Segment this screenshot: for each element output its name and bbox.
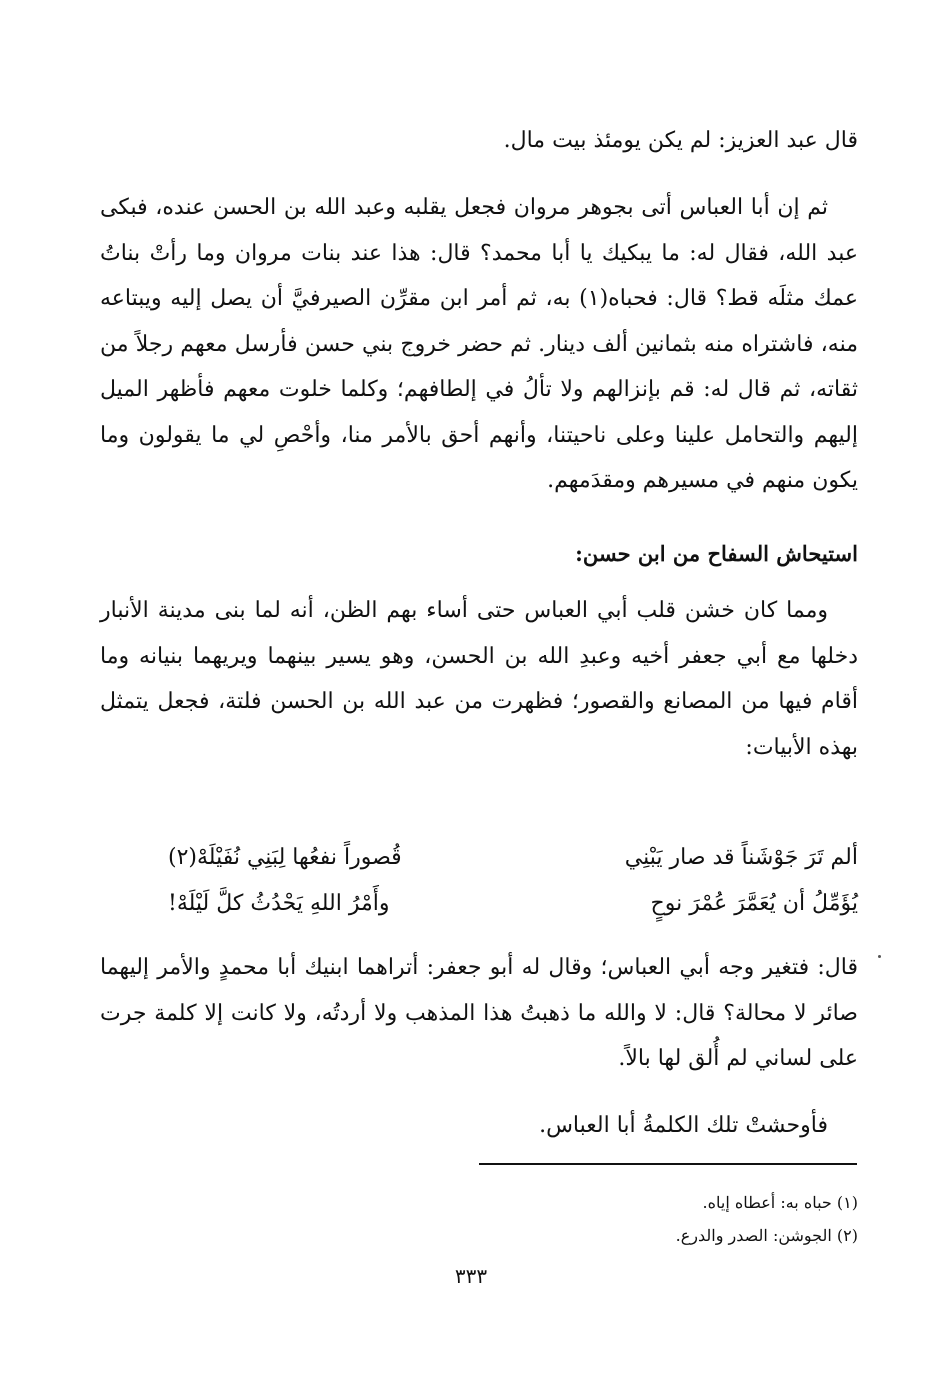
paragraph-5-text: فأوحشتْ تلك الكلمةُ أبا العباس. bbox=[539, 1113, 828, 1138]
footnote-1: (١) حباه به: أعطاه إياه. bbox=[702, 1193, 858, 1212]
verse-1-first-hemistich: ألم تَرَ جَوْشَناً قد صار يَبْنِي bbox=[624, 845, 858, 870]
section-heading: استيحاش السفاح من ابن حسن: bbox=[575, 541, 858, 566]
poem-verse-1 bbox=[168, 835, 858, 881]
paragraph-2 bbox=[100, 185, 858, 504]
paragraph-4 bbox=[100, 945, 858, 1082]
footnote-divider bbox=[479, 1163, 857, 1165]
stray-mark bbox=[878, 955, 881, 958]
paragraph-3-text: ومما كان خشن قلب أبي العباس حتى أساء بهم الظن، أنه لما بنى مدينة الأنبار دخلها مع أبي جعفر أخيه وعبدِ الله بن الحسن، وهو يسير بينهما ويريهما بنيانه وما أقام فيها من المصانع والقصور؛ فظهرت من عبد الله بن الحسن فلتة، فجعل يتمثل بهذه الأبيات: bbox=[100, 598, 858, 760]
poem bbox=[168, 835, 858, 927]
footnotes bbox=[358, 1186, 858, 1252]
verse-2-first-hemistich: يُؤَمِّلُ أن يُعَمَّرَ عُمْرَ نوحٍ bbox=[650, 891, 858, 916]
poem-verse-2 bbox=[168, 881, 858, 927]
verse-2-second-hemistich: وأَمْرُ اللهِ يَحْدُثُ كلَّ لَيْلَهْ! bbox=[168, 891, 390, 916]
paragraph-1 bbox=[100, 118, 858, 164]
paragraph-2-text: ثم إن أبا العباس أتى بجوهر مروان فجعل يقلبه وعبد الله بن الحسن عنده، فبكى عبد الله، فقال له: ما يبكيك يا أبا محمد؟ قال: هذا عند بنات مروان وما رأتْ بناتُ عمك مثلَه قط؟ قال: فحباه(١) به، ثم أمر ابن مقرِّن الصيرفيَّ أن يصل إليه ويبتاعه منه، فاشتراه منه بثمانين ألف دينار. ثم حضر خروج بني حسن فأرسل معهم رجلاً من ثقاته، ثم قال له: قم بإنزالهم ولا تألُ في إلطافهم؛ وكلما خلوت معهم فأظهر الميل إليهم والتحامل علينا وعلى ناحيتنا، وأنهم أحق بالأمر منا، وأحْصِ لي ما يقولون وما يكون منهم في مسيرهم ومقدَمهم. bbox=[100, 195, 858, 493]
paragraph-4-text: قال: فتغير وجه أبي العباس؛ وقال له أبو جعفر: أتراهما ابنيك أبا محمدٍ والأمر إليهما صائر لا محالة؟ قال: لا والله ما ذهبتُ هذا المذهب ولا أردتُه، ولا كانت إلا كلمة جرت على لساني لم أُلق لها بالاً. bbox=[100, 955, 858, 1071]
page-number: ٣٣٣ bbox=[454, 1264, 488, 1288]
paragraph-3 bbox=[100, 588, 858, 770]
footnote-2: (٢) الجوشن: الصدر والدرع. bbox=[675, 1226, 858, 1245]
verse-1-second-hemistich: قُصوراً نفعُها لِبَنِي نُفَيْلَهْ(٢) bbox=[168, 845, 402, 870]
paragraph-5 bbox=[100, 1103, 858, 1149]
paragraph-1-text: قال عبد العزيز: لم يكن يومئذ بيت مال. bbox=[503, 128, 858, 153]
